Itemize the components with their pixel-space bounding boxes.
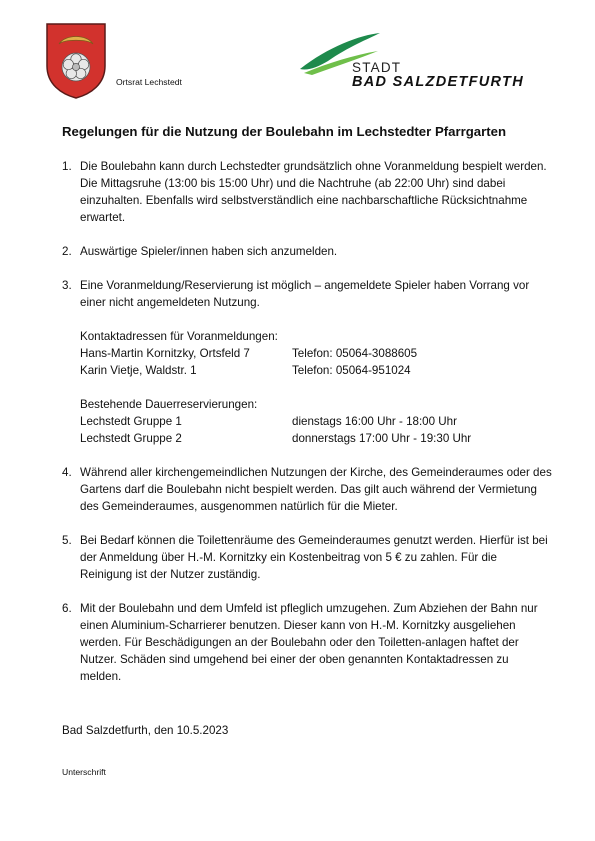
rules-list	[62, 158, 552, 685]
rule-number: 4.	[62, 466, 72, 479]
rule-text: Eine Voranmeldung/Reservierung ist möglich – angemeldete Spieler haben Vorrang vor einer nicht angemeldeten Nutzung.	[80, 279, 530, 309]
rule-item	[62, 600, 552, 685]
city-logo-stadt: STADT	[352, 60, 402, 75]
rule-number: 6.	[62, 602, 72, 615]
rule-item	[62, 532, 552, 583]
rule-text: Bei Bedarf können die Toilettenräume des Gemeinderaumes genutzt werden. Hierfür ist bei der Anmeldung über H.-M. Kornitzky ein Kostenbeitrag von 5 € zu zahlen. Für die Reinigung ist der Nutzer zuständig.	[80, 534, 548, 581]
rule-number: 1.	[62, 160, 72, 173]
reservation-group: Lechstedt Gruppe 1	[80, 415, 182, 428]
contact-name: Hans-Martin Kornitzky, Ortsfeld 7	[80, 347, 250, 360]
reservation-group: Lechstedt Gruppe 2	[80, 432, 182, 445]
rule-item	[62, 277, 552, 447]
coat-of-arms-icon	[45, 22, 107, 100]
contacts-heading: Kontaktadressen für Voranmeldungen:	[80, 330, 278, 343]
ortsrat-label: Ortsrat Lechstedt	[116, 77, 182, 87]
rule-item	[62, 243, 552, 260]
document-title: Regelungen für die Nutzung der Boulebahn im Lechstedter Pfarrgarten	[62, 124, 507, 139]
rule-text: Mit der Boulebahn und dem Umfeld ist pfleglich umzugehen. Zum Abziehen der Bahn nur einen Aluminium-Scharrierer benutzen. Dieser kann von H.-M. Kornitzky ausgeliehen werden. Für Beschädigungen an der Boulebahn oder den Toiletten-anlagen haftet der Nutzer. Schäden sind umgehend bei einer der oben genannten Kontaktadressen zu melden.	[80, 602, 538, 683]
rule-number: 3.	[62, 279, 72, 292]
contacts-block	[80, 328, 552, 379]
rule-number: 2.	[62, 245, 72, 258]
reservations-heading: Bestehende Dauerreservierungen:	[80, 398, 258, 411]
reservation-row	[80, 430, 552, 447]
rule-text: Die Boulebahn kann durch Lechstedter grundsätzlich ohne Voranmeldung bespielt werden. Die Mittagsruhe (13:00 bis 15:00 Uhr) und die Nachtruhe (ab 22:00 Uhr) sind dabei einzuhalten. Ebenfalls wird selbstverständlich eine nachbarschaftliche Rücksichtnahme erwartet.	[80, 160, 547, 224]
rules-body	[62, 158, 552, 702]
reservation-time: dienstags 16:00 Uhr - 18:00 Uhr	[292, 415, 457, 428]
contact-phone: Telefon: 05064-951024	[292, 364, 411, 377]
contact-phone: Telefon: 05064-3088605	[292, 347, 418, 360]
rule-item	[62, 158, 552, 226]
city-logo-name: BAD SALZDETFURTH	[352, 74, 524, 90]
rule-number: 5.	[62, 534, 72, 547]
reservation-row	[80, 413, 552, 430]
rule-item	[62, 464, 552, 515]
contact-row	[80, 345, 552, 362]
rule-text: Auswärtige Spieler/innen haben sich anzumelden.	[80, 245, 338, 258]
rule-text: Während aller kirchengemeindlichen Nutzungen der Kirche, des Gemeinderaumes oder des Gartens darf die Boulebahn nicht bespielt werden. Das gilt auch während der Vermietung des Gemeinderaumes, ausgenommen natürlich für die Mieter.	[80, 466, 552, 513]
contact-name: Karin Vietje, Waldstr. 1	[80, 364, 197, 377]
reservations-block	[80, 396, 552, 447]
reservation-time: donnerstags 17:00 Uhr - 19:30 Uhr	[292, 432, 472, 445]
contact-row	[80, 362, 552, 379]
signature-label: Unterschrift	[62, 767, 106, 777]
place-date: Bad Salzdetfurth, den 10.5.2023	[62, 724, 229, 737]
